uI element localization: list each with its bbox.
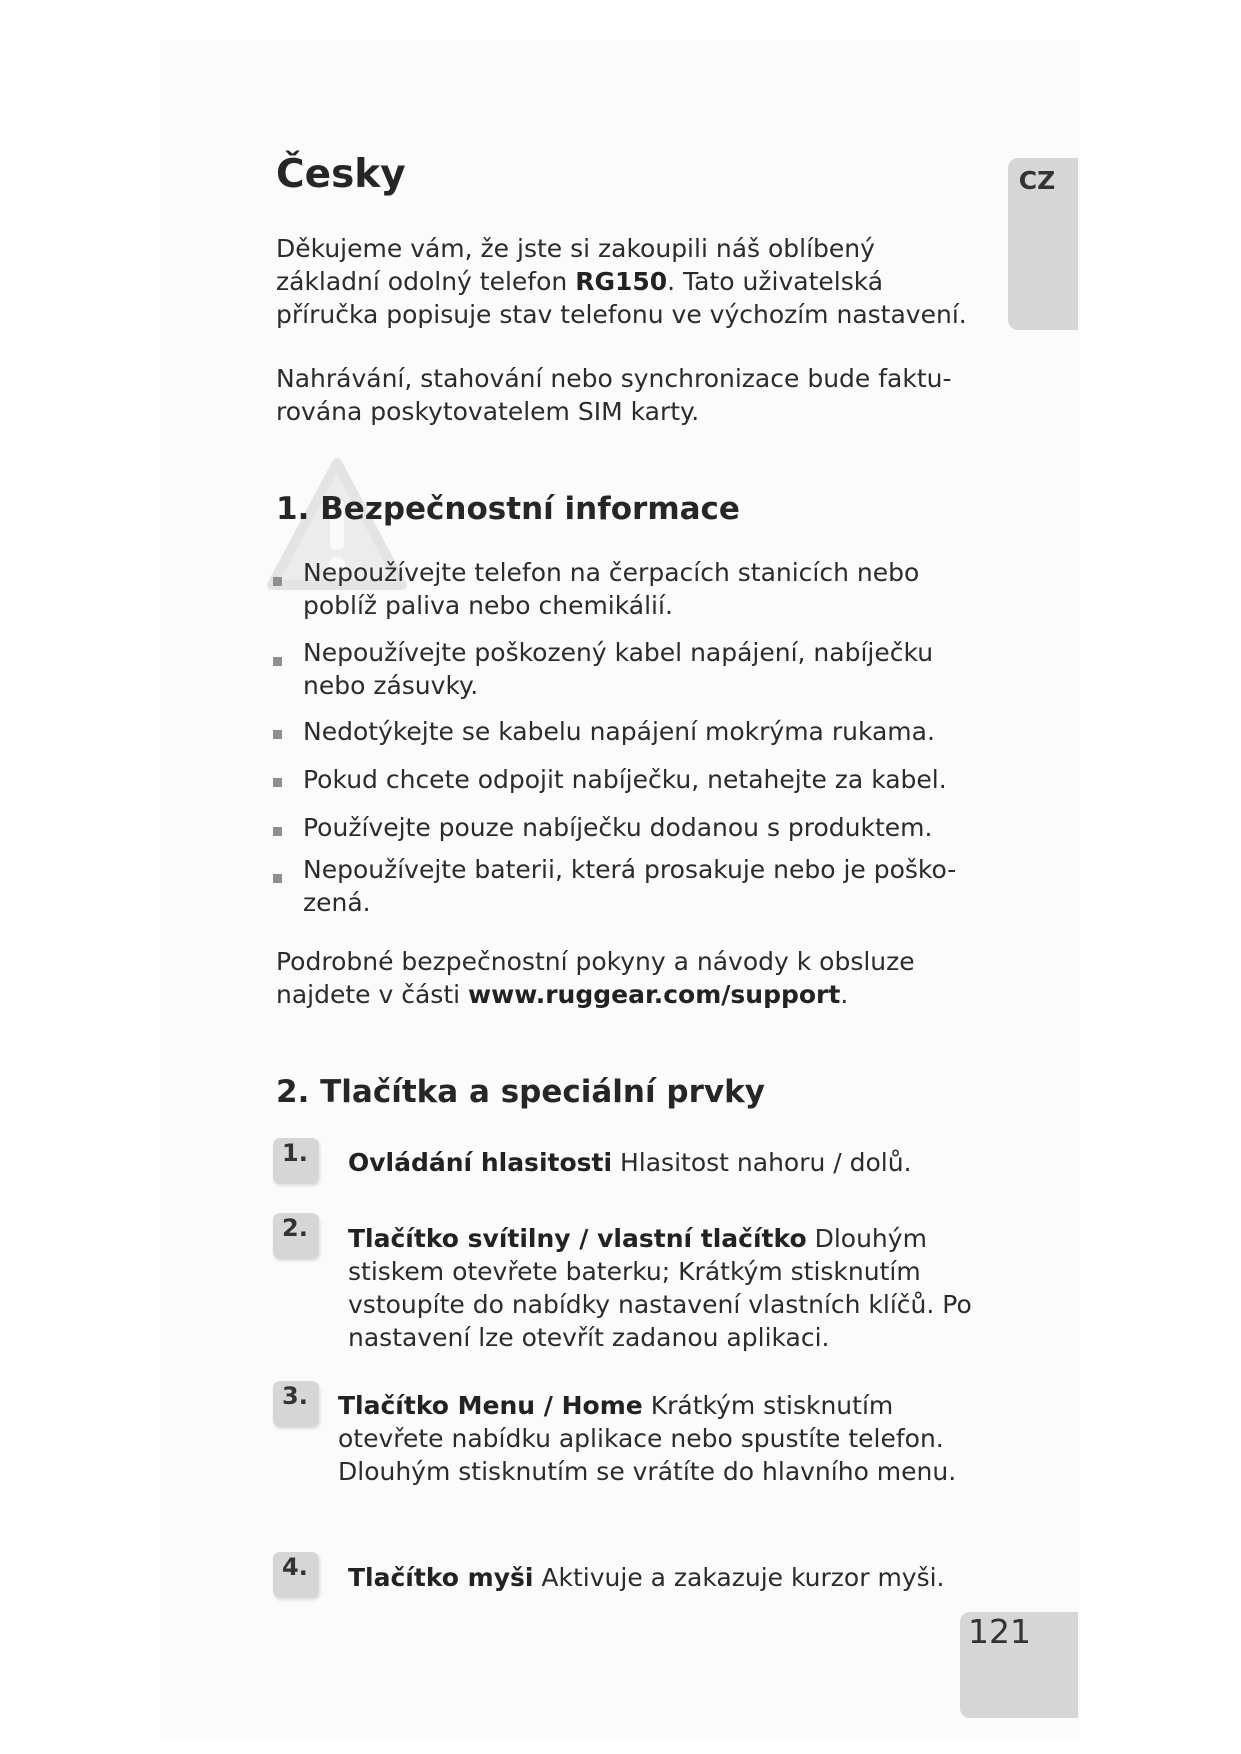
intro-text-end: . Tato uživatelská příručka popisuje stav telefonu ve výchozím nastavení.: [276, 267, 967, 329]
page-number: 121: [968, 1612, 1031, 1651]
button-description: Hlasitost nahoru / dolů.: [612, 1148, 912, 1177]
button-description: Aktivuje a zakazuje kurzor myši.: [533, 1563, 945, 1592]
page-number-tab: [960, 1612, 1078, 1718]
number-badge-label: 1.: [282, 1139, 308, 1167]
button-description: Krátkým stisknutím otevřete nabídku aplikace nebo spustíte telefon. Dlouhým stisknutím se vrátíte do hlavního menu.: [338, 1391, 957, 1486]
number-badge-label: 3.: [282, 1382, 308, 1410]
number-badge-label: 4.: [282, 1553, 308, 1581]
button-description: Dlouhým stiskem otevřete baterku; Krátkým stisknutím vstoupíte do nabídky nastavení vlastních klíčů. Po nastavení lze otevřít zadanou aplikaci.: [348, 1224, 972, 1352]
safety-item: Nedotýkejte se kabelu napájení mokrýma rukama.: [303, 717, 935, 746]
number-badge: [273, 1552, 319, 1598]
buttons-heading: 2. Tlačítka a speciální prvky: [276, 1074, 765, 1110]
button-item: [348, 1146, 988, 1179]
number-badge-label: 2.: [282, 1214, 308, 1242]
bullet-icon: [273, 577, 282, 586]
bullet-icon: [273, 657, 282, 666]
safety-note: [276, 945, 976, 1011]
button-item: [348, 1561, 988, 1594]
page-title: Česky: [276, 152, 406, 197]
model-name: RG150: [575, 267, 668, 296]
safety-item: Nepoužívejte poškozený kabel napájení, nabíječku nebo zásuvky.: [303, 638, 934, 700]
number-badge: [273, 1381, 319, 1427]
button-name: Tlačítko svítilny / vlastní tlačítko: [348, 1224, 807, 1253]
bullet-icon: [273, 874, 282, 883]
intro-paragraph: [276, 232, 976, 331]
language-tab: [1008, 158, 1078, 330]
button-item: [338, 1389, 978, 1488]
safety-item: Používejte pouze nabíječku dodanou s produktem.: [303, 813, 933, 842]
language-tab-label: CZ: [1018, 166, 1056, 195]
number-badge: [273, 1213, 319, 1259]
intro-text-start: Děkujeme vám, že jste si zakoupili náš oblíbený základní odolný telefon: [276, 234, 875, 296]
bullet-icon: [273, 778, 282, 787]
billing-paragraph: Nahrávání, stahování nebo synchronizace bude faktu-rována poskytovatelem SIM karty.: [276, 364, 952, 426]
safety-note-text: Podrobné bezpečnostní pokyny a návody k obsluze najdete v části: [276, 947, 915, 1009]
safety-note-end: .: [840, 980, 849, 1009]
safety-item: Pokud chcete odpojit nabíječku, netahejte za kabel.: [303, 765, 947, 794]
bullet-icon: [273, 827, 282, 836]
button-name: Tlačítko myši: [348, 1563, 534, 1592]
safety-item: Nepoužívejte telefon na čerpacích stanicích nebo poblíž paliva nebo chemikálií.: [303, 558, 920, 620]
support-link[interactable]: www.ruggear.com/support: [468, 980, 841, 1009]
number-badge: [273, 1138, 319, 1184]
button-item: [348, 1222, 988, 1354]
button-name: Ovládání hlasitosti: [348, 1148, 613, 1177]
button-name: Tlačítko Menu / Home: [338, 1391, 643, 1420]
bullet-icon: [273, 730, 282, 739]
safety-heading: 1. Bezpečnostní informace: [276, 491, 740, 527]
safety-item: Nepoužívejte baterii, která prosakuje nebo je poško-zená.: [303, 855, 957, 917]
